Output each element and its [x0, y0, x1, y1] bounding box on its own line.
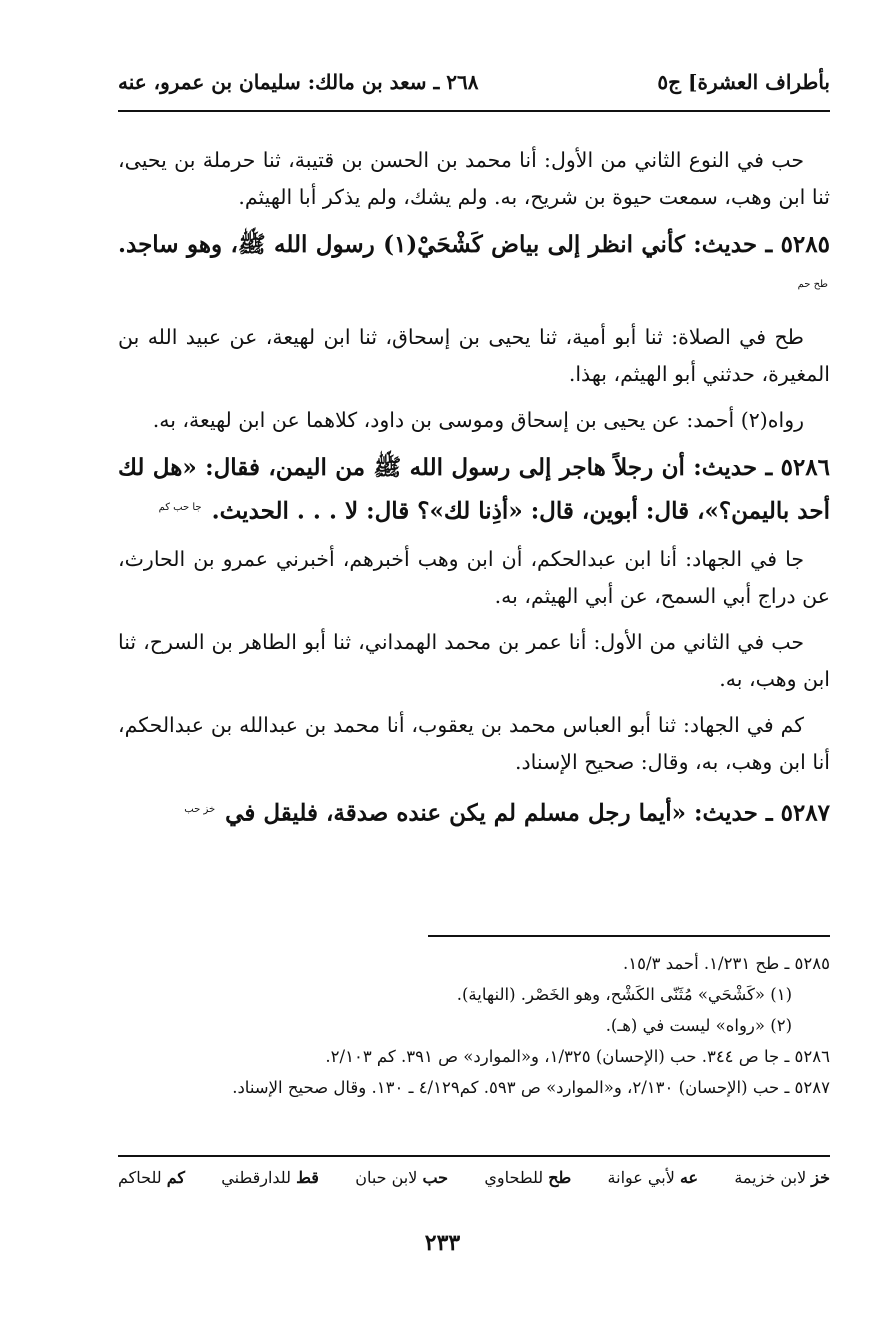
hadith-entry-5286	[118, 448, 830, 532]
legend-item: قط للدارقطني	[221, 1168, 319, 1187]
hadith-entry-5287	[118, 790, 830, 834]
header-chapter-title: ٢٦٨ ـ سعد بن مالك: سليمان بن عمرو، عنه	[118, 70, 479, 94]
abbreviation-legend	[118, 1168, 830, 1187]
page-number: ٢٣٣	[424, 1230, 461, 1256]
source-sigla: طح حم	[797, 279, 828, 290]
footnote: ٥٢٨٧ ـ حب (الإحسان) ٢/١٣٠، و«الموارد» ص ٥٩٣. كم٤/١٢٩ ـ ١٣٠. وقال صحيح الإسناد.	[232, 1078, 830, 1097]
text-paragraph: كم في الجهاد: ثنا أبو العباس محمد بن يعقوب، أنا محمد بن عبدالله بن عبدالحكم، أنا ابن وهب، به، وقال: صحيح الإسناد.	[118, 713, 830, 775]
footnote: (١) «كَشْحَي» مُثَنّى الكَشْح، وهو الخَصْر. (النهاية).	[456, 985, 792, 1004]
hadith-text: ٥٢٨٧ ـ حديث: «أيما رجل مسلم لم يكن عنده صدقة، فليقل في	[225, 799, 830, 827]
header-divider	[118, 110, 830, 112]
text-paragraph: طح في الصلاة: ثنا أبو أمية، ثنا يحيى بن إسحاق، ثنا ابن لهيعة، عن عبيد الله بن المغيرة، حدثني أبو الهيثم، بهذا.	[118, 324, 830, 386]
footnote: ٥٢٨٥ ـ طح ١/٢٣١. أحمد ١٥/٣.	[623, 954, 830, 973]
header-volume-title: بأطراف العشرة] ج٥	[657, 70, 830, 94]
legend-item: طح للطحاوي	[484, 1168, 572, 1187]
hadith-text: ٥٢٨٦ ـ حديث: أن رجلاً هاجر إلى رسول الله ﷺ من اليمن، فقال: «هل لك أحد باليمن؟»، قال: أبوين، قال: «أذِنا لك»؟ قال: لا . . . الحديث.	[118, 453, 830, 525]
main-text	[118, 142, 830, 844]
source-sigla: خز حب	[184, 804, 216, 816]
text-paragraph: جا في الجهاد: أنا ابن عبدالحكم، أن ابن وهب أخبرهم، أخبرني عمرو بن الحارث، عن دراج أبي السمح، عن أبي الهيثم، به.	[118, 547, 830, 609]
text-paragraph: رواه(٢) أحمد: عن يحيى بن إسحاق وموسى بن داود، كلاهما عن ابن لهيعة، به.	[152, 407, 804, 432]
footnote: ٥٢٨٦ ـ جا ص ٣٤٤. حب (الإحسان) ١/٣٢٥، و«الموارد» ص ٣٩١. كم ٢/١٠٣.	[325, 1047, 830, 1066]
running-header	[118, 62, 830, 102]
legend-item: كم للحاكم	[118, 1168, 185, 1187]
legend-item: حب لابن حبان	[355, 1168, 449, 1187]
footnote: (٢) «رواه» ليست في (هـ).	[605, 1016, 792, 1035]
footnotes	[118, 948, 830, 1103]
legend-item: عه لأبي عوانة	[607, 1168, 699, 1187]
text-paragraph: حب في النوع الثاني من الأول: أنا محمد بن الحسن بن قتيبة، ثنا حرملة بن يحيى، ثنا ابن وهب، سمعت حيوة بن شريح، به. ولم يشك، ولم يذكر أبا الهيثم.	[118, 148, 830, 209]
footnote-divider	[428, 935, 830, 937]
hadith-entry-5285	[118, 225, 830, 309]
hadith-text: ٥٢٨٥ ـ حديث: كأني انظر إلى بياض كَشْحَيْ(١) رسول الله ﷺ، وهو ساجد.	[118, 231, 830, 258]
legend-divider	[118, 1155, 830, 1157]
source-sigla: جا حب كم	[158, 501, 202, 513]
legend-item: خز لابن خزيمة	[734, 1168, 830, 1187]
text-paragraph: حب في الثاني من الأول: أنا عمر بن محمد الهمداني، ثنا أبو الطاهر بن السرح، ثنا ابن وهب، به.	[118, 630, 830, 692]
